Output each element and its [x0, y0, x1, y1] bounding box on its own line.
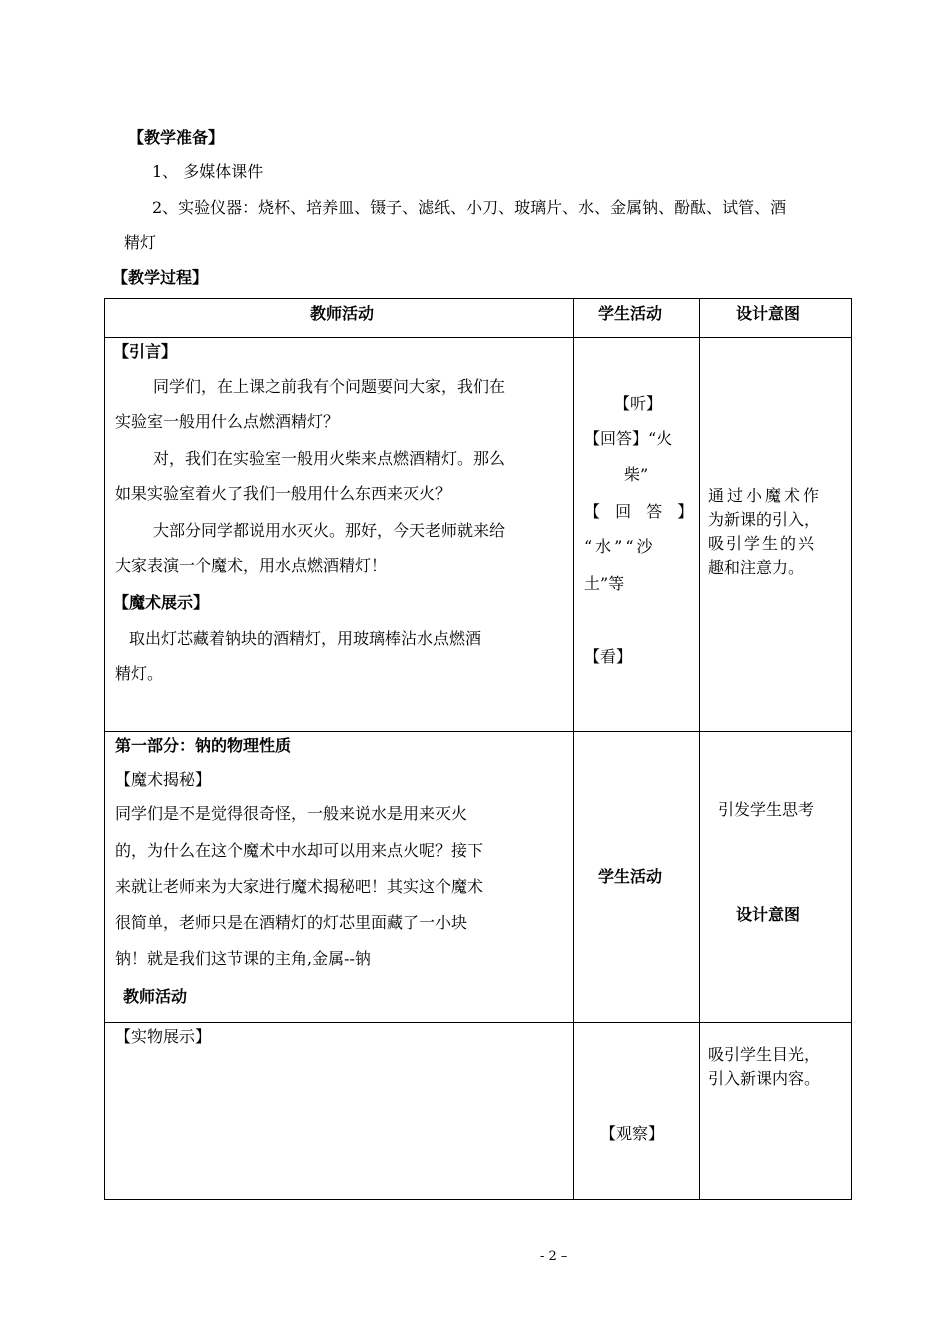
header-design-cell — [700, 299, 852, 338]
design-line: 为新课的引入， — [708, 510, 821, 529]
table-row-display — [105, 1023, 852, 1200]
header-student: 学生活动 — [598, 304, 663, 323]
reveal-title: 【魔术揭秘】 — [115, 770, 212, 789]
part-title: 第一部分：钠的物理性质 — [115, 736, 292, 755]
row2-teacher-cell — [105, 732, 574, 1023]
student-line: 【 回 答 】 — [584, 502, 699, 521]
row3-teacher-cell — [105, 1023, 574, 1200]
student-line: 【看】 — [584, 647, 633, 666]
process-heading: 【教学过程】 — [112, 268, 209, 287]
student-line: “水”“沙 — [584, 537, 656, 556]
row1-teacher-cell — [105, 338, 574, 732]
teaching-process-table — [104, 298, 852, 1200]
design-line: 趣和注意力。 — [708, 558, 805, 577]
table-header-row — [105, 299, 852, 338]
table-row-intro — [105, 338, 852, 732]
page-number: - 2 – — [540, 1249, 568, 1264]
display-title: 【实物展示】 — [115, 1027, 212, 1046]
row2-teacher-footer: 教师活动 — [123, 987, 188, 1006]
reveal-line: 的，为什么在这个魔术中水却可以用来点火呢？接下 — [115, 841, 484, 860]
row1-design-cell — [700, 338, 852, 732]
student-line: 土”等 — [584, 574, 625, 593]
row3-student-cell — [574, 1023, 700, 1200]
header-teacher: 教师活动 — [310, 304, 375, 323]
row3-design-line: 吸引学生目光， — [708, 1045, 821, 1064]
row2-design-cell — [700, 732, 852, 1023]
reveal-line: 很简单，老师只是在酒精灯的灯芯里面藏了一小块 — [115, 913, 468, 932]
row2-design-line: 引发学生思考 — [718, 800, 815, 819]
reveal-line: 同学们是不是觉得很奇怪，一般来说水是用来灭火 — [115, 804, 468, 823]
header-student-cell — [574, 299, 700, 338]
header-design: 设计意图 — [736, 304, 801, 323]
row1-student-cell — [574, 338, 700, 732]
row3-design-line: 引入新课内容。 — [708, 1069, 821, 1088]
prep-item-2-line1: 2、实验仪器：烧杯、培养皿、镊子、滤纸、小刀、玻璃片、水、金属钠、酚酞、试管、酒 — [152, 198, 787, 217]
header-teacher-cell — [105, 299, 574, 338]
prep-heading: 【教学准备】 — [128, 128, 225, 147]
row2-student-cell — [574, 732, 700, 1023]
design-line: 吸引学生的兴 — [708, 534, 817, 553]
reveal-line: 钠！就是我们这节课的主角,金属--钠 — [115, 949, 371, 968]
row3-design-cell — [700, 1023, 852, 1200]
magic-title: 【魔术展示】 — [113, 593, 210, 612]
row2-student-label: 学生活动 — [598, 867, 663, 886]
design-line: 通过小魔术作 — [708, 486, 823, 505]
prep-item-1: 1、 多媒体课件 — [152, 162, 264, 181]
magic-line: 取出灯芯藏着钠块的酒精灯，用玻璃棒沾水点燃酒 — [129, 629, 482, 648]
intro-line: 大部分同学都说用水灭火。那好，今天老师就来给 — [153, 521, 506, 540]
prep-item-2-line2: 精灯 — [124, 233, 157, 252]
row2-design-label: 设计意图 — [736, 905, 801, 924]
magic-line: 精灯。 — [115, 664, 164, 683]
table-row-physical-properties — [105, 732, 852, 1023]
intro-line: 实验室一般用什么点燃酒精灯？ — [115, 412, 340, 431]
student-line: 【听】 — [614, 394, 663, 413]
intro-title: 【引言】 — [113, 342, 178, 361]
intro-line: 同学们，在上课之前我有个问题要问大家，我们在 — [153, 377, 506, 396]
reveal-line: 来就让老师来为大家进行魔术揭秘吧！其实这个魔术 — [115, 877, 484, 896]
intro-line: 对，我们在实验室一般用火柴来点燃酒精灯。那么 — [153, 449, 506, 468]
intro-line: 如果实验室着火了我们一般用什么东西来灭火？ — [115, 484, 452, 503]
intro-line: 大家表演一个魔术，用水点燃酒精灯！ — [115, 556, 388, 575]
row3-student-label: 【观察】 — [600, 1124, 665, 1143]
student-line: 柴” — [624, 465, 649, 484]
student-line: 【回答】“火 — [584, 429, 673, 448]
